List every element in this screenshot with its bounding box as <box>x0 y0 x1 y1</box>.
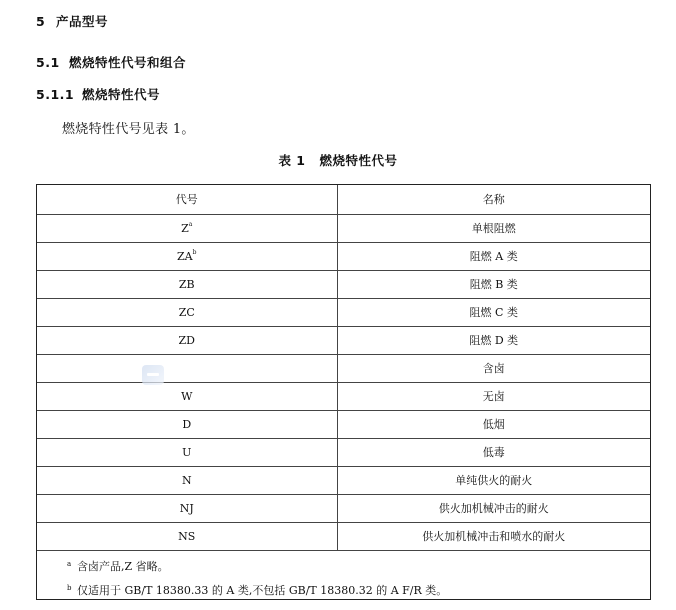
name-cell: 阻燃 C 类 <box>337 298 650 326</box>
section-title: 燃烧特性代号和组合 <box>69 55 187 70</box>
code-text: ZC <box>178 305 195 319</box>
table-row <box>37 214 650 242</box>
code-text: Z <box>181 221 189 235</box>
code-text: ZA <box>177 249 193 263</box>
table-row <box>37 522 650 550</box>
name-cell: 单纯供火的耐火 <box>337 466 650 494</box>
note-mark: b <box>67 583 72 592</box>
name-cell: 无卤 <box>337 382 650 410</box>
code-text: NS <box>178 529 196 543</box>
code-cell <box>37 522 337 550</box>
code-cell <box>37 214 337 242</box>
code-cell <box>37 494 337 522</box>
code-cell <box>37 326 337 354</box>
table-caption-number: 表 1 <box>278 153 306 168</box>
table-row <box>37 270 650 298</box>
section-number: 5.1 <box>36 55 60 70</box>
name-cell: 阻燃 D 类 <box>337 326 650 354</box>
name-cell: 供火加机械冲击和喷水的耐火 <box>337 522 650 550</box>
note-mark: a <box>67 559 72 568</box>
header-code: 代号 <box>37 185 337 214</box>
table-row <box>37 438 650 466</box>
table-row <box>37 494 650 522</box>
name-cell: 低毒 <box>337 438 650 466</box>
code-cell <box>37 382 337 410</box>
section-5-1-1-heading <box>36 85 160 103</box>
section-title: 产品型号 <box>56 14 109 29</box>
code-text: ZD <box>178 333 195 347</box>
note-text: 仅适用于 GB/T 18380.33 的 A 类,不包括 GB/T 18380.32 的 A F/R 类。 <box>77 583 448 597</box>
name-cell: 单根阻燃 <box>337 214 650 242</box>
section-title: 燃烧特性代号 <box>82 87 161 102</box>
code-text: N <box>181 473 192 487</box>
section-5-heading <box>36 12 108 30</box>
table-note <box>37 583 650 607</box>
code-cell <box>37 438 337 466</box>
code-cell <box>37 298 337 326</box>
code-cell <box>37 410 337 438</box>
body-paragraph: 燃烧特性代号见表 1。 <box>62 122 195 137</box>
code-text: D <box>182 417 192 431</box>
code-cell <box>37 270 337 298</box>
header-name: 名称 <box>337 185 650 214</box>
note-text: 含卤产品,Z 省略。 <box>77 559 169 573</box>
section-number: 5 <box>36 14 46 29</box>
table-row <box>37 466 650 494</box>
footnote-reference: b <box>192 248 197 256</box>
code-text: NJ <box>179 501 194 515</box>
table-row <box>37 410 650 438</box>
combustion-code-table <box>36 184 651 600</box>
table-row <box>37 298 650 326</box>
table-header-row <box>37 185 650 214</box>
table-notes <box>37 551 650 607</box>
name-cell: 阻燃 A 类 <box>337 242 650 270</box>
code-cell <box>37 242 337 270</box>
footnote-reference: a <box>188 220 193 228</box>
code-cell <box>37 466 337 494</box>
name-cell: 供火加机械冲击的耐火 <box>337 494 650 522</box>
table-row <box>37 354 650 382</box>
table-row <box>37 326 650 354</box>
name-cell: 阻燃 B 类 <box>337 270 650 298</box>
name-cell: 含卤 <box>337 354 650 382</box>
name-cell: 低烟 <box>337 410 650 438</box>
table-row <box>37 382 650 410</box>
code-cell <box>37 354 337 382</box>
code-text: W <box>181 389 193 403</box>
table-row <box>37 242 650 270</box>
table-caption <box>0 151 676 169</box>
code-text: ZB <box>178 277 195 291</box>
code-text: U <box>182 445 192 459</box>
watermark-logo-icon <box>142 365 164 385</box>
section-number: 5.1.1 <box>36 87 75 102</box>
table-note <box>37 559 650 583</box>
table-caption-title: 燃烧特性代号 <box>319 153 398 168</box>
section-5-1-heading <box>36 53 186 71</box>
